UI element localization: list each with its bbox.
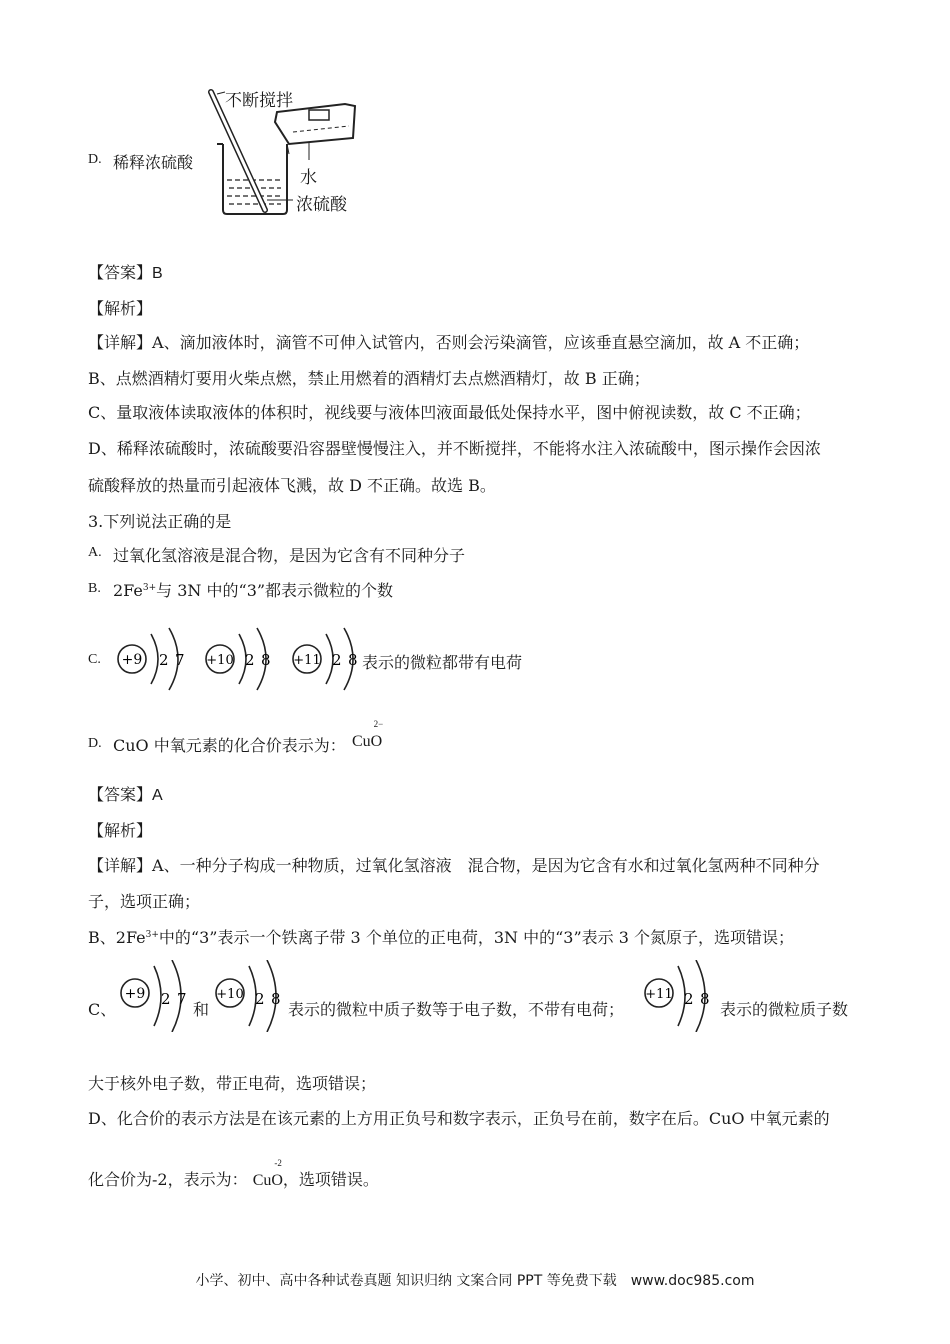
shell-2-count: 7 xyxy=(175,651,185,669)
footer-text: 小学、初中、高中各种试卷真题 知识归纳 文案合同 PPT 等免费下载 www.doc985.com xyxy=(195,1273,755,1289)
detail-text: 化合价为-2，表示为： xyxy=(88,1170,248,1189)
atom-diagram-10-detail xyxy=(213,960,288,1032)
q3-detail-line7 xyxy=(88,1158,379,1190)
option-d-label: D. xyxy=(88,152,102,167)
q3-opt-a-label: A. xyxy=(88,545,102,560)
nucleus-label: +11 xyxy=(293,653,321,668)
shell-2-count: 8 xyxy=(271,990,281,1008)
nucleus-label: +10 xyxy=(216,987,244,1002)
cuo-valence-formula xyxy=(352,719,384,751)
opt-b-rest: 与 3N 中的“3”都表示微粒的个数 xyxy=(156,581,394,600)
q3-detail-line2: 子，选项正确； xyxy=(88,892,201,911)
atom-diagram-11-detail xyxy=(642,960,717,1032)
q3-detail-c-prefix: C、 xyxy=(88,1000,117,1019)
detail-tag: 【详解】 xyxy=(88,856,153,875)
answer-value: B xyxy=(152,265,163,282)
detail-text: A、滴加液体时，滴管不可伸入试管内，否则会污染滴管，应该垂直悬空滴加，故 A 不正确； xyxy=(152,333,810,352)
atom-diagram-11 xyxy=(290,626,365,692)
formula-fe: 2Fe xyxy=(113,581,143,600)
q3-detail-c-mid: 表示的微粒中质子数等于电子数，不带有电荷； xyxy=(288,1000,625,1019)
atom-diagram-10 xyxy=(203,626,278,692)
q2-detail-line1 xyxy=(88,330,809,353)
q3-opt-a-text: 过氧化氢溶液是混合物，是因为它含有不同种分子 xyxy=(113,546,466,565)
q3-opt-c-label: C. xyxy=(88,652,101,667)
formula-o: O xyxy=(370,733,383,750)
option-d-text: 稀释浓硫酸 xyxy=(113,153,194,172)
q3-detail-line3 xyxy=(88,925,794,948)
shell-2-count: 8 xyxy=(700,990,710,1008)
q3-detail-line1 xyxy=(88,853,820,876)
formula-o: O xyxy=(271,1172,283,1189)
q2-detail-line5: 硫酸释放的热量而引起液体飞溅，故 D 不正确。故选 B。 xyxy=(88,476,496,495)
answer-tag: 【答案】 xyxy=(88,785,153,804)
q3-opt-b-text xyxy=(113,578,393,601)
shell-2-count: 7 xyxy=(177,990,187,1008)
q3-opt-b-label: B. xyxy=(88,581,101,596)
detail-tag: 【详解】 xyxy=(88,333,153,352)
q3-detail-line5: 大于核外电子数，带正电荷，选项错误； xyxy=(88,1074,377,1093)
shell-2-count: 8 xyxy=(261,651,271,669)
formula-fe: B、2Fe xyxy=(88,928,146,947)
shell-1-count: 2 xyxy=(684,990,694,1008)
q3-analysis-tag: 【解析】 xyxy=(88,821,153,840)
nucleus-label: +9 xyxy=(121,652,143,668)
formula-cu: Cu xyxy=(352,733,371,750)
detail-text: 中的“3”表示一个铁离子带 3 个单位的正电荷，3N 中的“3”表示 3 个氮原子，选项错误； xyxy=(158,928,794,947)
q3-stem: 3.下列说法正确的是 xyxy=(88,512,232,531)
shell-1-count: 2 xyxy=(159,651,169,669)
valence-mark: -2 xyxy=(274,1158,282,1168)
q3-detail-line6: D、化合价的表示方法是在该元素的上方用正负号和数字表示，正负号在前，数字在后。CuO 中氧元素的 xyxy=(88,1109,830,1128)
shell-1-count: 2 xyxy=(245,651,255,669)
q3-opt-d-text: CuO 中氧元素的化合价表示为： xyxy=(113,736,346,755)
shell-1-count: 2 xyxy=(161,990,171,1008)
answer-tag: 【答案】 xyxy=(88,263,153,282)
charge-sup: 3+ xyxy=(145,930,159,940)
nucleus-label: +10 xyxy=(206,653,234,668)
q2-analysis-tag: 【解析】 xyxy=(88,299,153,318)
shell-1-count: 2 xyxy=(332,651,342,669)
shell-1-count: 2 xyxy=(255,990,265,1008)
q2-detail-line2: B、点燃酒精灯要用火柴点燃，禁止用燃着的酒精灯去点燃酒精灯，故 B 正确； xyxy=(88,369,650,388)
nucleus-label: +11 xyxy=(645,987,673,1002)
valence-mark: 2− xyxy=(373,719,384,729)
formula-cu: Cu xyxy=(252,1172,272,1189)
detail-text: ，选项错误。 xyxy=(282,1170,379,1189)
q2-detail-line4: D、稀释浓硫酸时，浓硫酸要沿容器壁慢慢注入，并不断搅拌，不能将水注入浓硫酸中，图示操作会因浓 xyxy=(88,439,821,458)
label-stir: 不断搅拌 xyxy=(225,91,293,111)
q3-detail-c-and: 和 xyxy=(193,1000,210,1019)
cuo-valence-formula-detail xyxy=(252,1158,283,1189)
q2-detail-line3: C、量取液体读取液体的体积时，视线要与液体凹液面最低处保持水平，图中俯视读数，故 C 不正确； xyxy=(88,403,811,422)
detail-text: A、一种分子构成一种物质，过氧化氢溶液 混合物，是因为它含有水和过氧化氢两种不同种分 xyxy=(152,856,820,875)
q3-detail-c-post: 表示的微粒质子数 xyxy=(720,1000,849,1019)
q3-opt-c-text: 表示的微粒都带有电荷 xyxy=(362,653,523,672)
nucleus-label: +9 xyxy=(124,986,146,1002)
label-acid: 浓硫酸 xyxy=(296,195,347,215)
label-water: 水 xyxy=(300,168,317,188)
q3-answer xyxy=(88,782,163,805)
charge-sup: 3+ xyxy=(142,583,157,593)
shell-2-count: 8 xyxy=(348,651,358,669)
atom-diagram-9 xyxy=(115,626,190,692)
q2-answer xyxy=(88,260,163,283)
answer-value: A xyxy=(152,787,163,804)
atom-diagram-9-detail xyxy=(118,960,193,1032)
q3-opt-d-label: D. xyxy=(88,736,102,751)
